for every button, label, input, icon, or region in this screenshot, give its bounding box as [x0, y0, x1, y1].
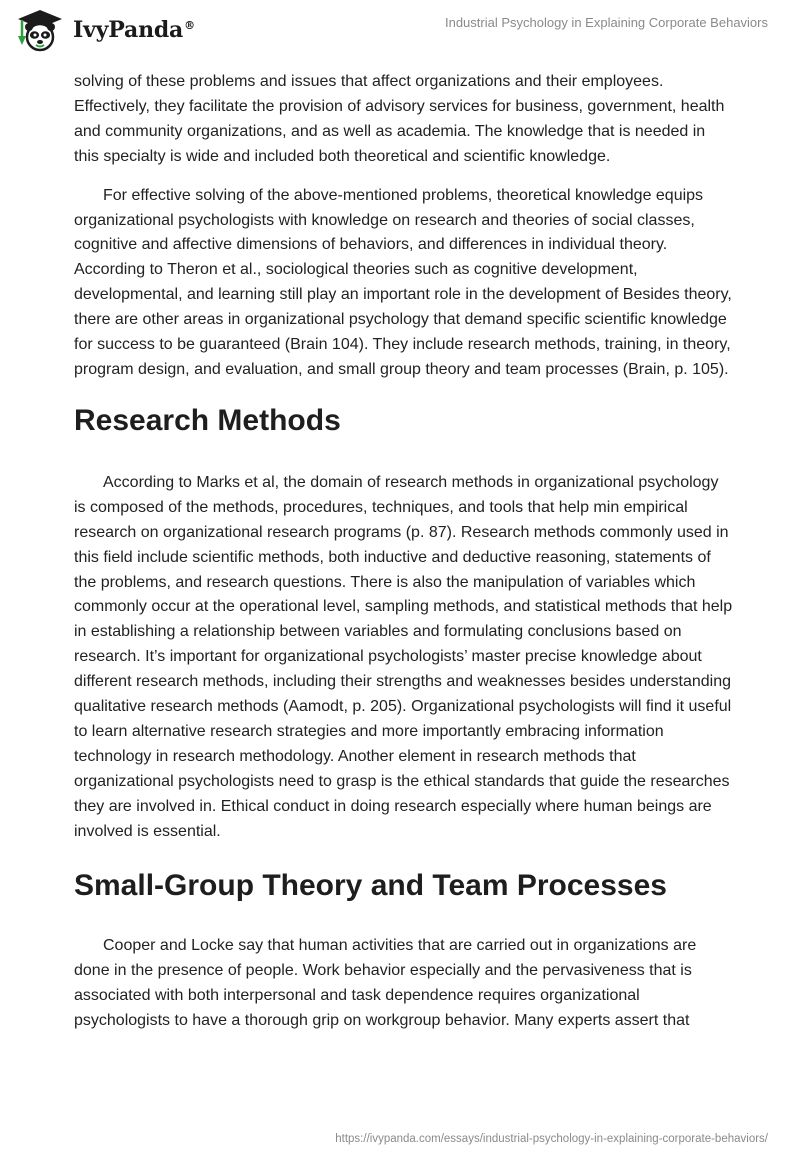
panda-graduation-cap-icon — [14, 8, 66, 52]
paragraph: solving of these problems and issues that affect organizations and their employees. Effectively, they facilitate the provision of advisory services for business, government, health and community organizations, and as well as academia. The knowledge that is needed in this specialty is wide and included both theoretical and scientific knowledge. — [74, 73, 725, 165]
essay-body — [74, 70, 734, 1034]
logo-registered-mark: ® — [184, 18, 195, 32]
paragraph: According to Marks et al, the domain of research methods in organizational psychology is composed of the methods, procedures, techniques, and tools that help min empirical research on organizational research programs (p. 87). Research methods commonly used in this field include scientific methods, both inductive and deductive reasoning, statements of the problems, and research questions. There is also the manipulation of variables which commonly occur at the operational level, sampling methods, and statistical methods that help in establishing a relationship between variables and formulating conclusions based on research. It’s important for organizational psychologists’ master precise knowledge about different research methods, including their strengths and weaknesses besides understanding qualitative research methods (Aamodt, p. 205). Organizational psychologists will find it useful to learn alternative research strategies and more importantly embracing information technology in research methodology. Another element in research methods that organizational psychologists need to grasp is the ethical standards that guide the researches they are involved in. Ethical conduct in doing research especially where human beings are involved is essential. — [74, 473, 733, 840]
document-title: Industrial Psychology in Explaining Corporate Behaviors — [444, 15, 768, 30]
section-heading-small-group-theory: Small-Group Theory and Team Processes — [74, 869, 667, 903]
source-url[interactable]: https://ivypanda.com/essays/industrial-psychology-in-explaining-corporate-behaviors/ — [335, 1133, 768, 1145]
paragraph: For effective solving of the above-mentioned problems, theoretical knowledge equips organizational psychologists with knowledge on research and theories of social classes, cognitive and affective dimensions of behaviors, and differences in individual theory. According to Theron et al., sociological theories such as cognitive development, developmental, and learning still play an important role in the development of Besides theory, there are other areas in organizational psychology that demand specific scientific knowledge for success to be guaranteed (Brain 104). They include research methods, training, in theory, program design, and evaluation, and small group theory and team processes (Brain, p. 105). — [74, 186, 732, 378]
logo-text: IvyPanda® — [73, 17, 195, 43]
site-logo[interactable] — [14, 8, 195, 52]
paragraph: Cooper and Locke say that human activities that are carried out in organizations are done in the presence of people. Work behavior especially and the pervasiveness that is associated with both interpersonal and task dependence requires organizational psychologists to have a thorough grip on workgroup behavior. Many experts assert that — [74, 937, 697, 1030]
page-header — [0, 0, 800, 64]
section-heading-research-methods: Research Methods — [74, 403, 341, 437]
